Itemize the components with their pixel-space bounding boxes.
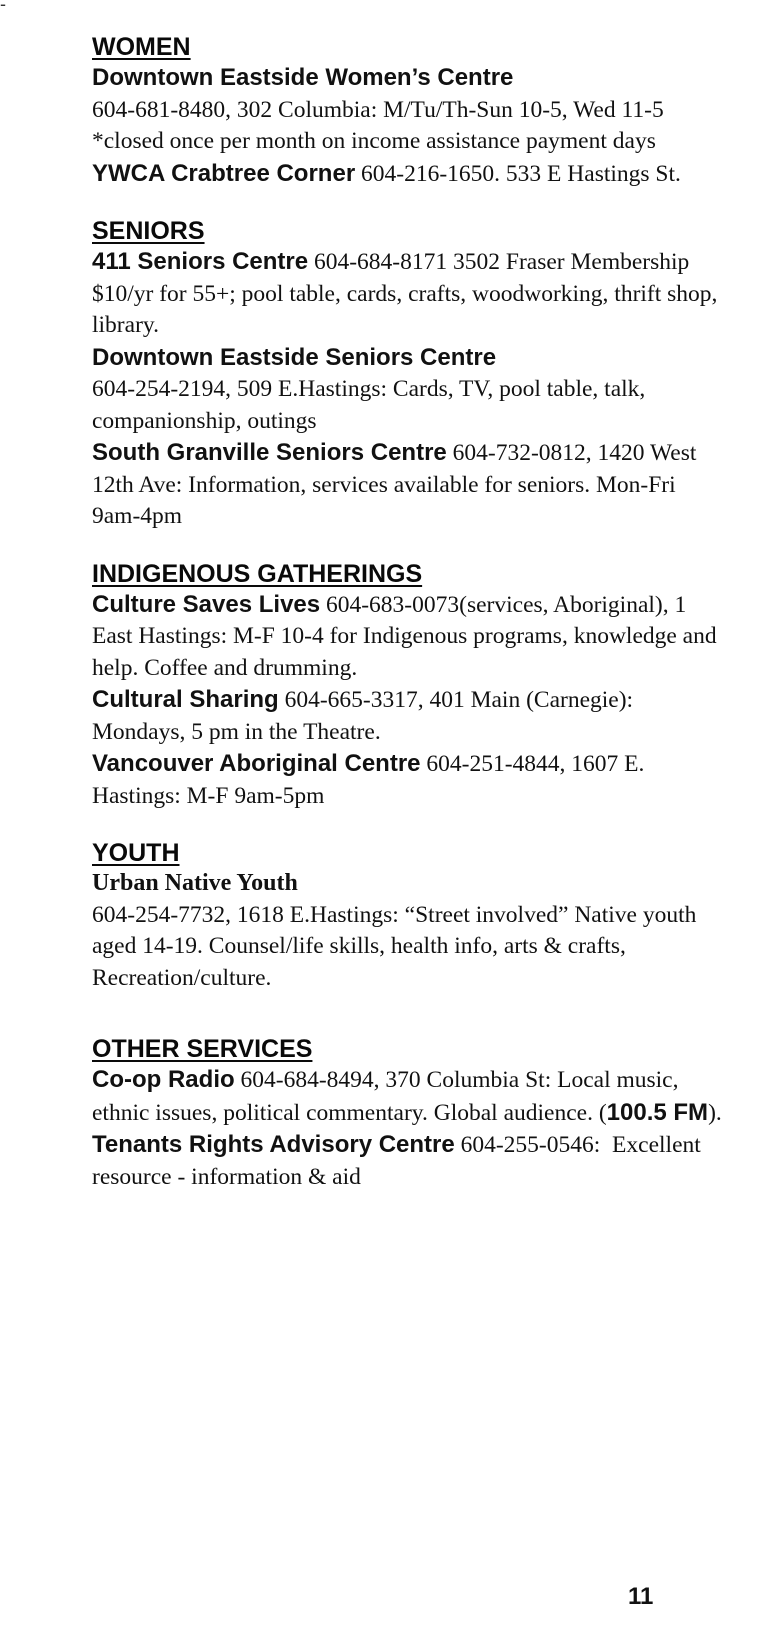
- paren-close: ).: [708, 1099, 722, 1126]
- radio-frequency: 100.5 FM: [606, 1098, 709, 1126]
- section-heading-women: WOMEN: [92, 33, 191, 61]
- entry-name: South Granville Seniors Centre: [92, 439, 447, 466]
- entry-name: Urban Native Youth: [92, 870, 298, 896]
- page-number: 11: [628, 1583, 654, 1610]
- entry-name: 411 Seniors Centre: [92, 248, 309, 275]
- section-indigenous-gatherings: [92, 559, 722, 813]
- section-heading-indigenous-gatherings: INDIGENOUS GATHERINGS: [92, 559, 423, 588]
- section-heading-youth: YOUTH: [92, 839, 180, 867]
- entry-details: 604-251-4844, 1607 E. Hastings: M-F 9am-5pm: [92, 751, 645, 809]
- entry-name: Vancouver Aboriginal Centre: [92, 750, 421, 777]
- entry-cultural-sharing: [92, 684, 722, 748]
- entry-name: Downtown Eastside Women’s Centre: [92, 64, 514, 91]
- paren-open: (: [598, 1099, 607, 1126]
- section-youth: [92, 838, 722, 994]
- entry-details: 604-254-2194, 509 E.Hastings: Cards, TV, pool table, talk, companionship, outings: [92, 376, 646, 434]
- entry-tenants-rights-advisory-centre: [92, 1129, 722, 1193]
- corner-mark: -: [0, 0, 6, 14]
- section-heading-seniors: SENIORS: [92, 217, 205, 245]
- entry-name: Cultural Sharing: [92, 686, 279, 713]
- content: [92, 32, 722, 1219]
- entry-downtown-eastside-womens-centre: [92, 62, 722, 158]
- entry-name: Downtown Eastside Seniors Centre: [92, 343, 497, 371]
- entry-co-op-radio: [92, 1064, 722, 1129]
- entry-ywca-crabtree-corner: [92, 158, 722, 191]
- section-heading-other-services: OTHER SERVICES: [92, 1035, 313, 1063]
- entry-culture-saves-lives: [92, 589, 722, 685]
- entry-details: 604-684-8171 3502 Fraser Membership $10/yr for 55+; pool table, cards, crafts, woodworking, thrift shop, library.: [92, 249, 718, 338]
- entry-south-granville-seniors-centre: [92, 437, 722, 533]
- entry-details: 604-255-0546: Excellent resource - information & aid: [92, 1132, 707, 1190]
- entry-name: Tenants Rights Advisory Centre: [92, 1131, 455, 1158]
- section-other-services: [92, 1034, 722, 1193]
- entry-downtown-eastside-seniors-centre: [92, 342, 722, 438]
- section-seniors: [92, 216, 722, 533]
- entry-name: YWCA Crabtree Corner: [92, 159, 356, 187]
- entry-details: 604-684-8494, 370 Columbia St: Local music, ethnic issues, political commentary. Global audience.: [92, 1067, 679, 1126]
- entry-name: Co-op Radio: [92, 1066, 235, 1093]
- entry-details: 604-732-0812, 1420 West 12th Ave: Information, services available for seniors. Mon-Fri 9am-4pm: [92, 440, 697, 529]
- entry-details: 604-665-3317, 401 Main (Carnegie): Mondays, 5 pm in the Theatre.: [92, 687, 634, 745]
- entry-details: 604-254-7732, 1618 E.Hastings: “Street involved” Native youth aged 14-19. Counsel/life skills, health info, arts & crafts, Recreation/culture.: [92, 901, 697, 991]
- entry-vancouver-aboriginal-centre: [92, 748, 722, 812]
- entry-411-seniors-centre: [92, 246, 722, 342]
- entry-details: 604-681-8480, 302 Columbia: M/Tu/Th-Sun 10-5, Wed 11-5 *closed once per month on income assistance payment days: [92, 96, 664, 154]
- section-women: [92, 32, 722, 190]
- entry-details: 604-216-1650. 533 E Hastings St.: [355, 160, 681, 187]
- entry-urban-native-youth: [92, 868, 722, 994]
- entry-name: Culture Saves Lives: [92, 590, 321, 618]
- entry-details: 604-683-0073(services, Aboriginal), 1 East Hastings: M-F 10-4 for Indigenous programs, knowledge and help. Coffee and drumming.: [92, 591, 717, 681]
